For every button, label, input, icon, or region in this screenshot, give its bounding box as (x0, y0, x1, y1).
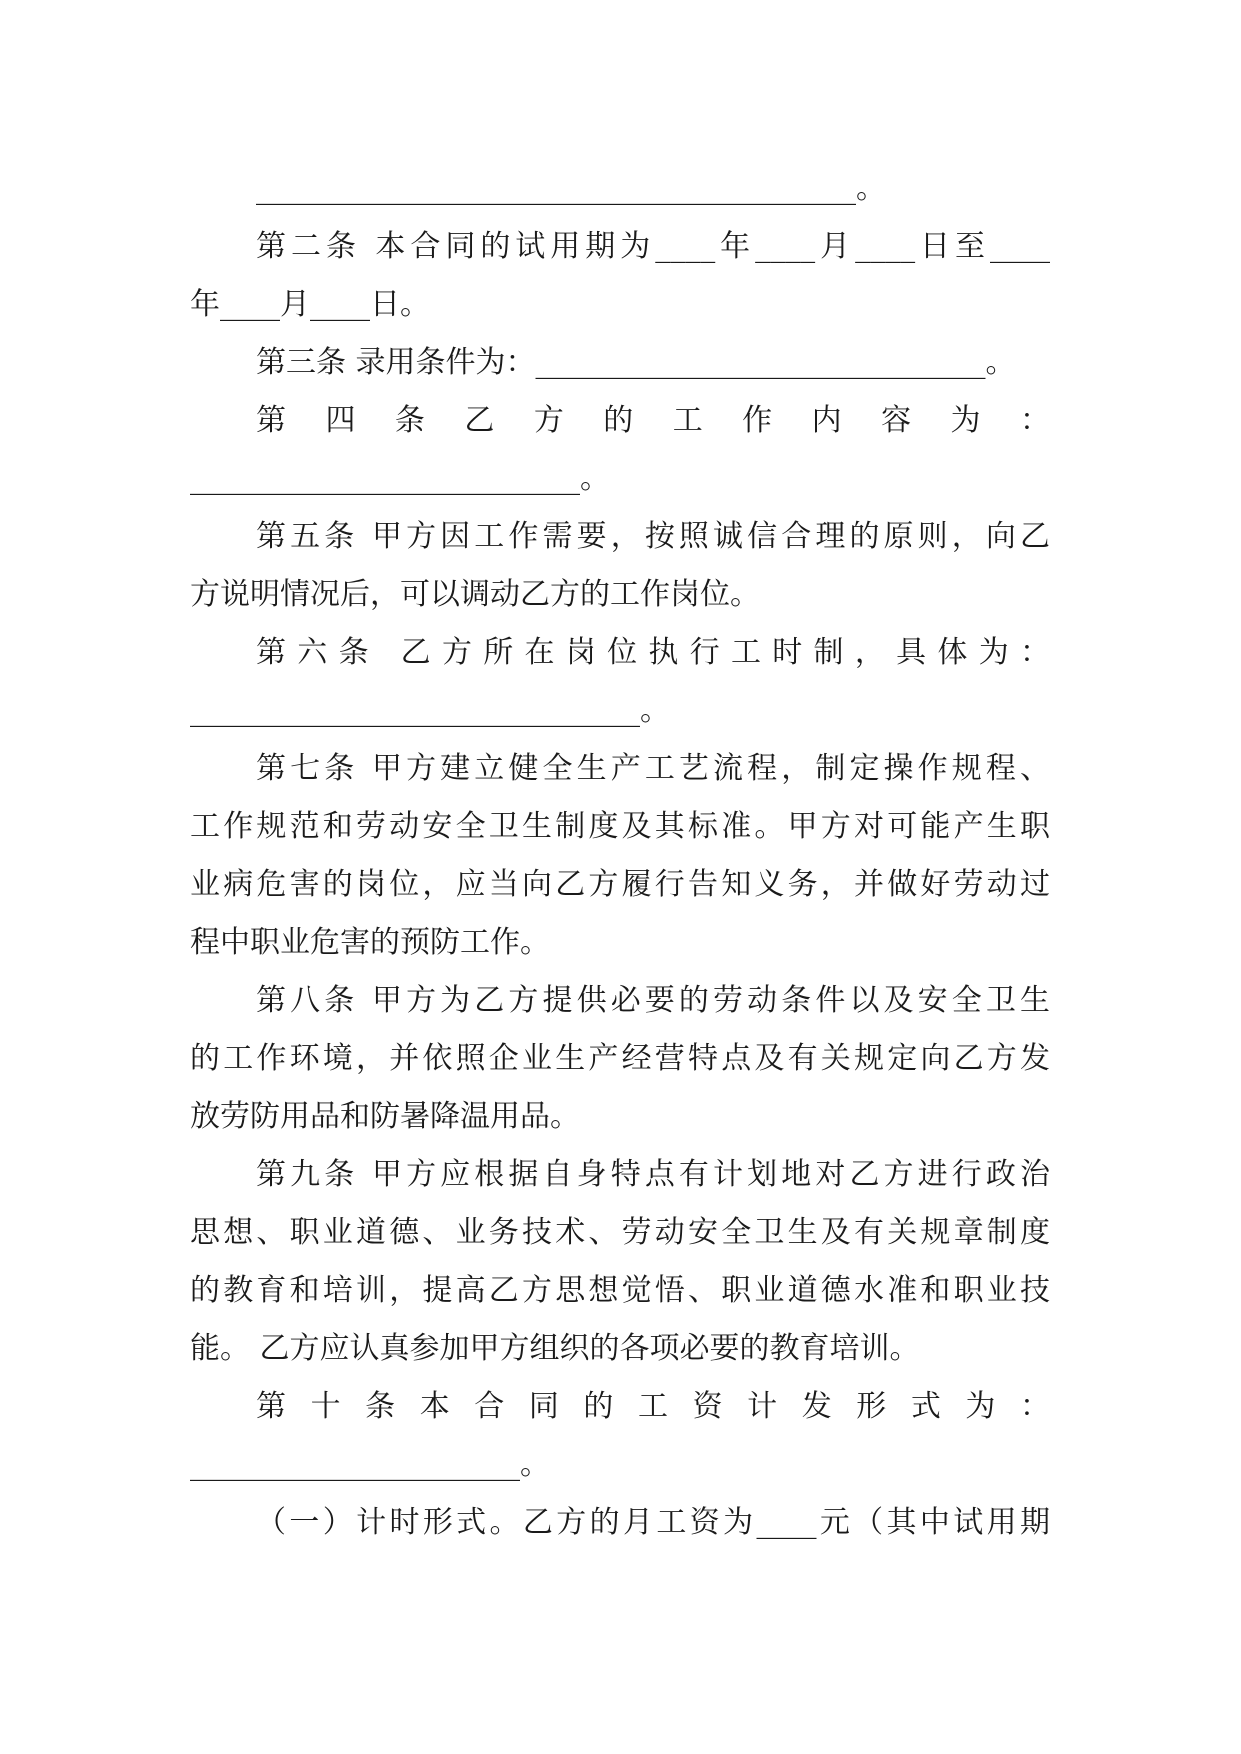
text-line: 第七条 甲方建立健全生产工艺流程，制定操作规程、 (256, 751, 1050, 786)
text-line: __________________________。 (190, 461, 610, 496)
text-line: ________________________________________。 (256, 171, 886, 206)
text-line: 第六条 乙方所在岗位执行工时制，具体为： (256, 635, 1050, 670)
text-line: 思想、职业道德、业务技术、劳动安全卫生及有关规章制度 (190, 1215, 1050, 1250)
text-line: 业病危害的岗位，应当向乙方履行告知义务，并做好劳动过 (190, 867, 1050, 902)
contract-text (190, 160, 1050, 1552)
text-line: 能。 乙方应认真参加甲方组织的各项必要的教育培训。 (190, 1331, 920, 1366)
text-line: 方说明情况后，可以调动乙方的工作岗位。 (190, 577, 760, 612)
text-line: 工作规范和劳动安全卫生制度及其标准。甲方对可能产生职 (190, 809, 1050, 844)
text-line: （一）计时形式。乙方的月工资为____元（其中试用期 (256, 1505, 1050, 1540)
text-line: ______________________。 (190, 1447, 550, 1482)
text-line: 程中职业危害的预防工作。 (190, 925, 550, 960)
text-line: 的工作环境，并依照企业生产经营特点及有关规定向乙方发 (190, 1041, 1050, 1076)
text-line: 第五条 甲方因工作需要，按照诚信合理的原则，向乙 (256, 519, 1050, 554)
text-line: ______________________________。 (190, 693, 670, 728)
contract-page (190, 160, 1050, 1552)
text-line: 第九条 甲方应根据自身特点有计划地对乙方进行政治 (256, 1157, 1050, 1192)
text-line: 年____月____日。 (190, 287, 430, 322)
text-line: 放劳防用品和防暑降温用品。 (190, 1099, 580, 1134)
text-line: 第八条 甲方为乙方提供必要的劳动条件以及安全卫生 (256, 983, 1050, 1018)
text-line: 第二条 本合同的试用期为____年____月____日至____ (256, 229, 1050, 264)
text-line: 的教育和培训，提高乙方思想觉悟、职业道德水准和职业技 (190, 1273, 1050, 1308)
text-line: 第 十 条 本 合 同 的 工 资 计 发 形 式 为 ： (256, 1389, 1050, 1424)
text-line: 第 四 条 乙 方 的 工 作 内 容 为 ： (256, 403, 1050, 438)
text-line: 第三条 录用条件为：______________________________。 (256, 345, 1016, 380)
